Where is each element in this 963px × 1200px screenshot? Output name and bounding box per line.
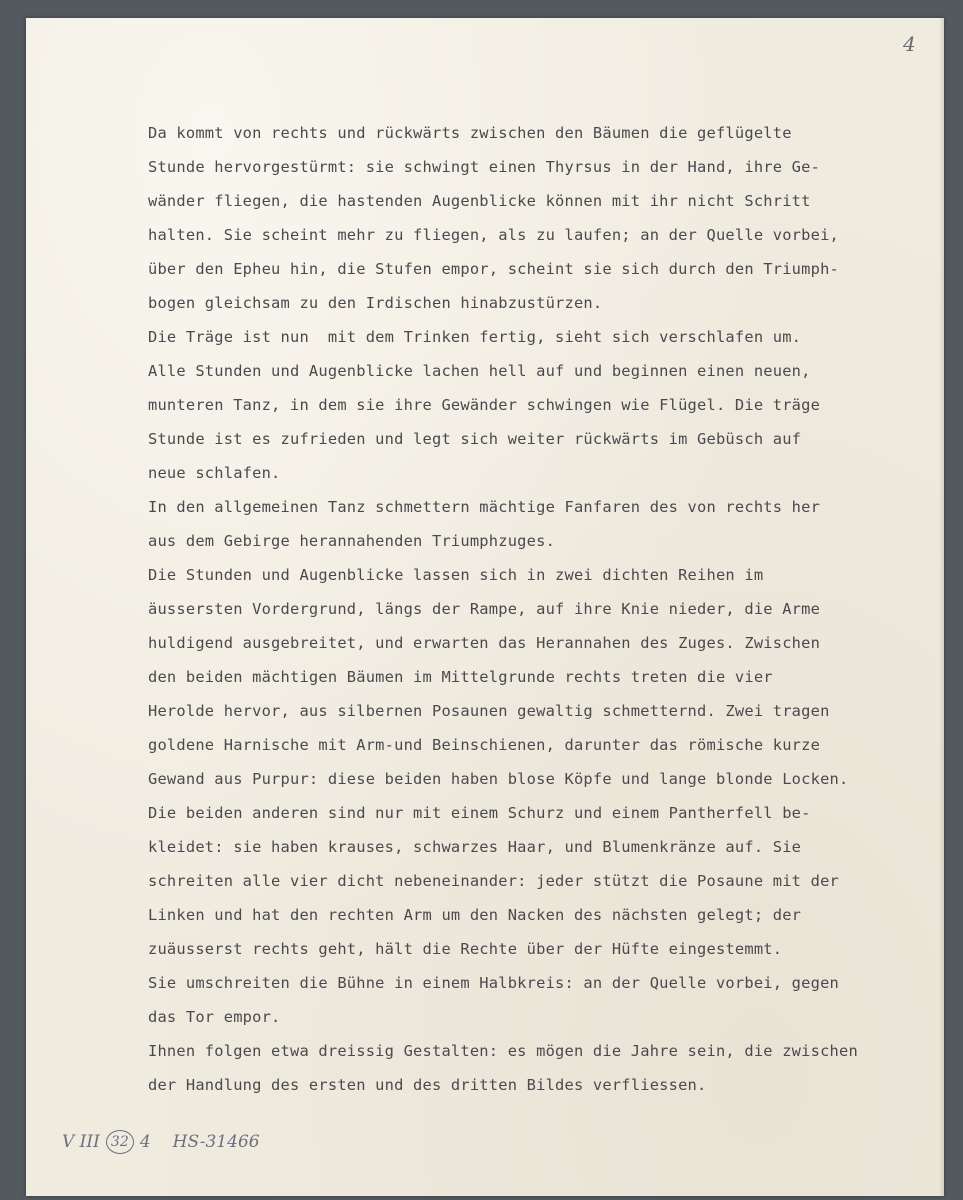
text-line: Die Träge ist nun mit dem Trinken fertig, sieht sich verschlafen um. xyxy=(148,328,802,346)
text-line: Stunde ist es zufrieden und legt sich weiter rückwärts im Gebüsch auf xyxy=(148,430,802,448)
text-line: Die Stunden und Augenblicke lassen sich in zwei dichten Reihen im xyxy=(148,566,764,584)
text-line: neue schlafen. xyxy=(148,464,281,482)
text-line: halten. Sie scheint mehr zu fliegen, als zu laufen; an der Quelle vorbei, xyxy=(148,226,840,244)
text-line: Sie umschreiten die Bühne in einem Halbkreis: an der Quelle vorbei, gegen xyxy=(148,974,840,992)
text-line: wänder fliegen, die hastenden Augenblicke können mit ihr nicht Schritt xyxy=(148,192,811,210)
shelf-mark-suffix: 4 xyxy=(139,1132,151,1152)
text-line: bogen gleichsam zu den Irdischen hinabzustürzen. xyxy=(148,294,603,312)
text-line: zuäusserst rechts geht, hält die Rechte über der Hüfte eingestemmt. xyxy=(148,940,783,958)
text-line: aus dem Gebirge herannahenden Triumphzuges. xyxy=(148,532,556,550)
shelf-mark-circled-number: 32 xyxy=(106,1130,134,1154)
text-line: Da kommt von rechts und rückwärts zwischen den Bäumen die geflügelte xyxy=(148,124,792,142)
text-line: kleidet: sie haben krauses, schwarzes Haar, und Blumenkränze auf. Sie xyxy=(148,838,802,856)
text-line: Stunde hervorgestürmt: sie schwingt einen Thyrsus in der Hand, ihre Ge- xyxy=(148,158,821,176)
text-line: schreiten alle vier dicht nebeneinander: jeder stützt die Posaune mit der xyxy=(148,872,840,890)
archive-shelf-mark xyxy=(62,1130,260,1154)
text-line: der Handlung des ersten und des dritten Bildes verfliessen. xyxy=(148,1076,707,1094)
catalog-number: HS-31466 xyxy=(172,1132,260,1152)
text-line: huldigend ausgebreitet, und erwarten das Herannahen des Zuges. Zwischen xyxy=(148,634,821,652)
text-line: munteren Tanz, in dem sie ihre Gewänder schwingen wie Flügel. Die träge xyxy=(148,396,821,414)
text-line: Alle Stunden und Augenblicke lachen hell auf und beginnen einen neuen, xyxy=(148,362,811,380)
text-line: über den Epheu hin, die Stufen empor, scheint sie sich durch den Triumph- xyxy=(148,260,840,278)
text-line: Die beiden anderen sind nur mit einem Schurz und einem Pantherfell be- xyxy=(148,804,811,822)
page-number: 4 xyxy=(903,32,916,56)
text-line: den beiden mächtigen Bäumen im Mittelgrunde rechts treten die vier xyxy=(148,668,773,686)
text-line: In den allgemeinen Tanz schmettern mächtige Fanfaren des von rechts her xyxy=(148,498,821,516)
text-line: Herolde hervor, aus silbernen Posaunen gewaltig schmetternd. Zwei tragen xyxy=(148,702,830,720)
shelf-mark-prefix: V III xyxy=(62,1132,100,1152)
text-line: Gewand aus Purpur: diese beiden haben blose Köpfe und lange blonde Locken. xyxy=(148,770,849,788)
page-edge-shadow xyxy=(939,18,944,1196)
text-line: goldene Harnische mit Arm-und Beinschienen, darunter das römische kurze xyxy=(148,736,821,754)
text-line: das Tor empor. xyxy=(148,1008,281,1026)
text-line: Linken und hat den rechten Arm um den Nacken des nächsten gelegt; der xyxy=(148,906,802,924)
text-line: Ihnen folgen etwa dreissig Gestalten: es mögen die Jahre sein, die zwischen xyxy=(148,1042,858,1060)
typescript-body xyxy=(148,116,918,1102)
document-page xyxy=(26,18,944,1196)
text-line: äussersten Vordergrund, längs der Rampe, auf ihre Knie nieder, die Arme xyxy=(148,600,821,618)
